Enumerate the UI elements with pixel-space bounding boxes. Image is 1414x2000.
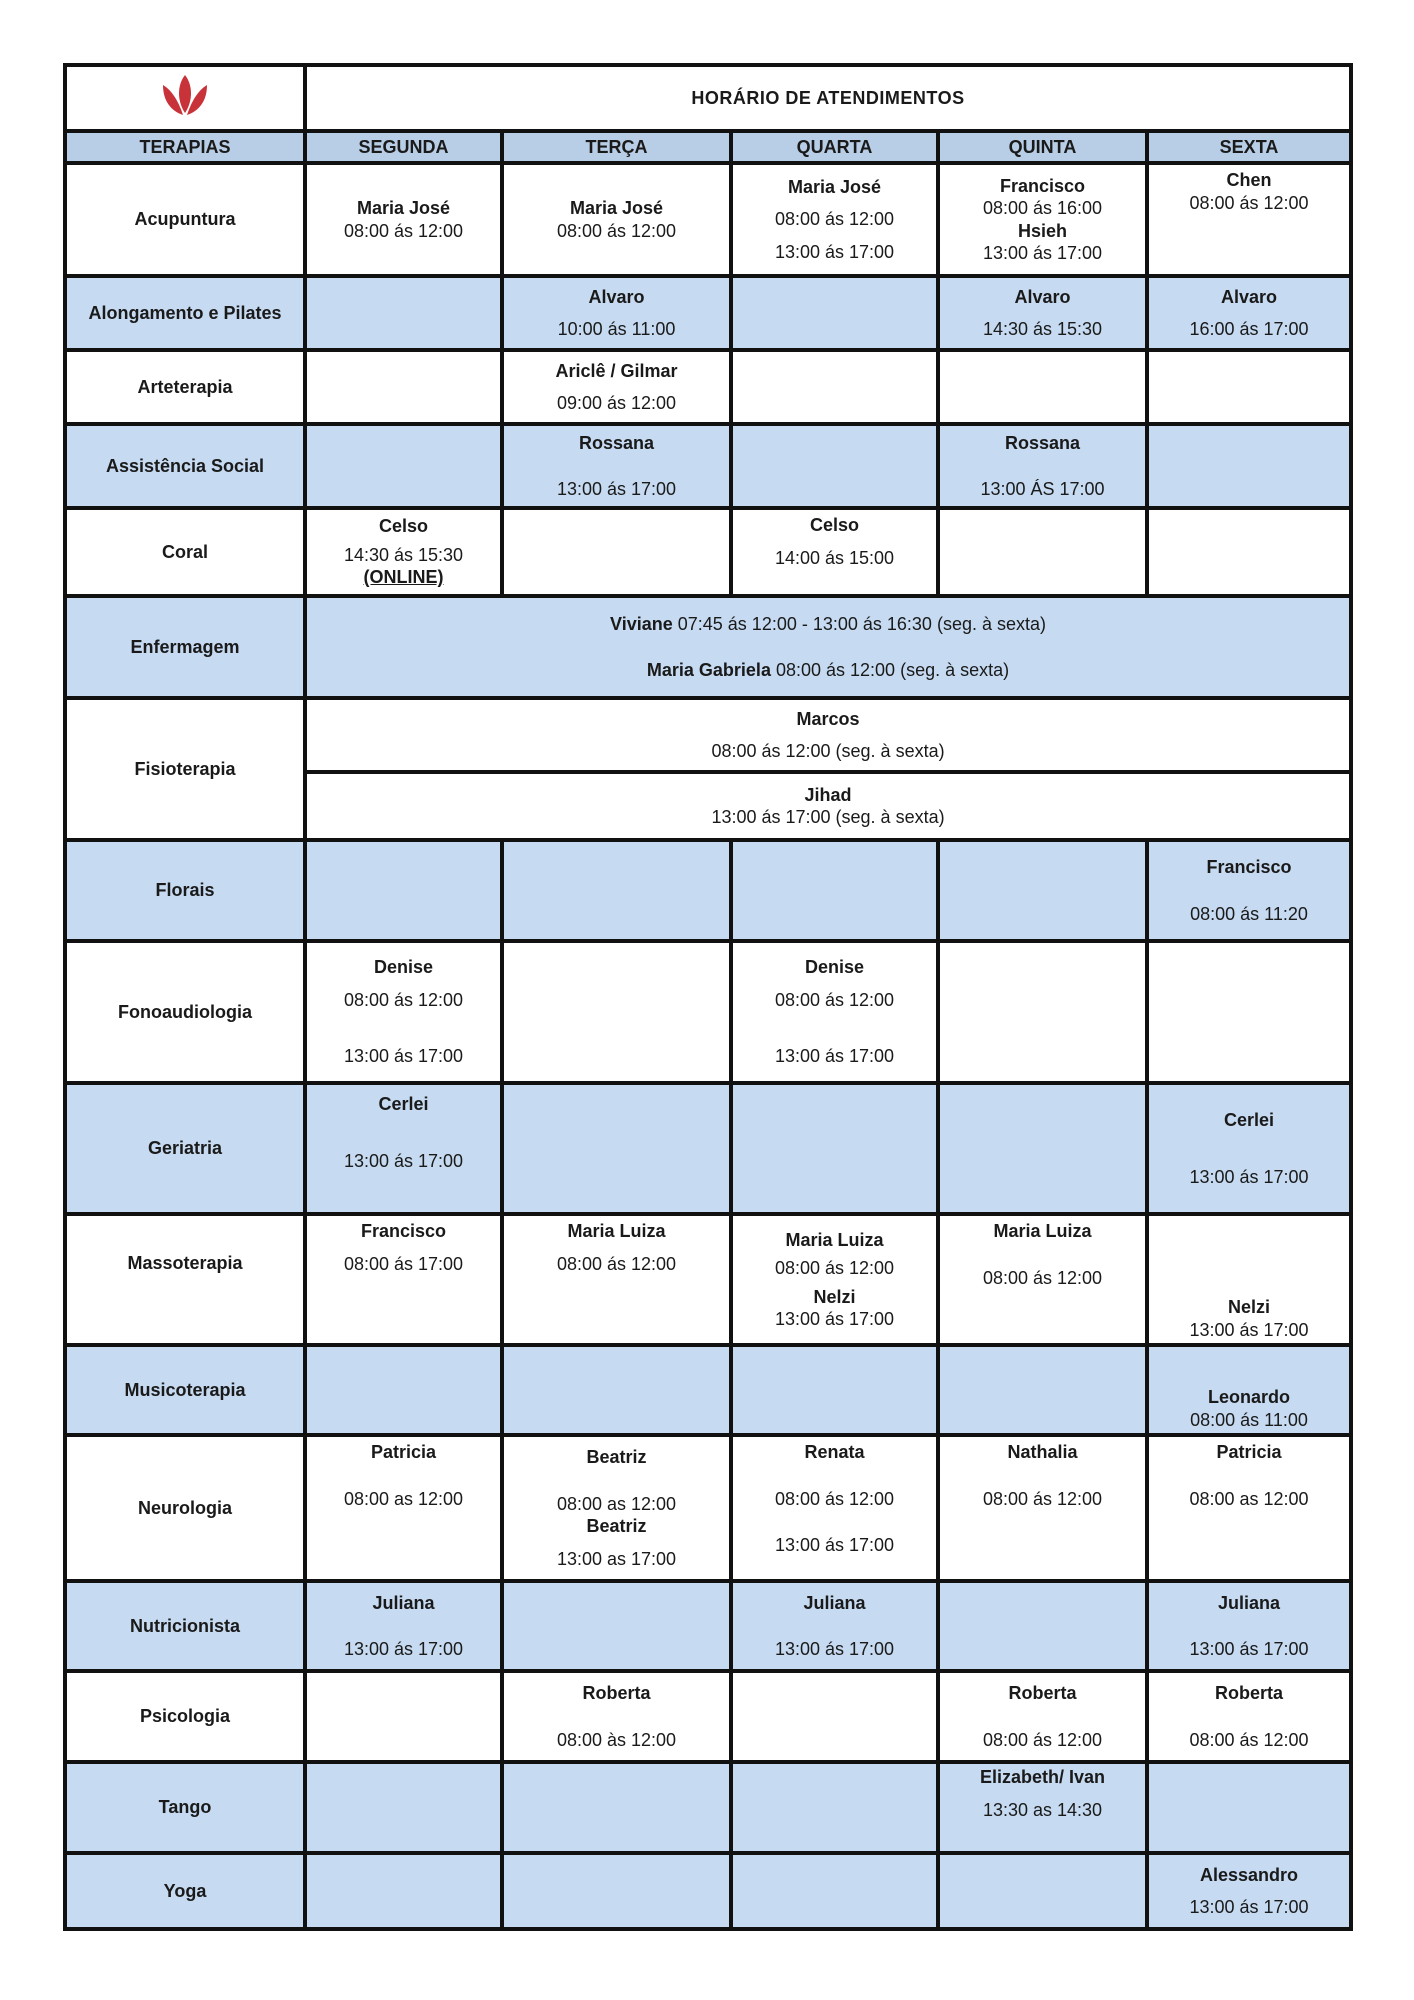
row-geriatria	[65, 1083, 1351, 1214]
shift-line	[311, 659, 1345, 682]
cell-massoterapia-quarta	[731, 1214, 938, 1345]
time-range: 08:00 ás 17:00	[343, 1253, 464, 1274]
cell-musicoterapia-quarta	[731, 1345, 938, 1435]
therapist-name: Maria Luiza	[993, 1221, 1092, 1241]
shift-line	[311, 613, 1345, 636]
col-header-quinta: QUINTA	[938, 131, 1147, 163]
cell-neurologia-sexta	[1147, 1435, 1351, 1581]
therapist-name: Maria Luiza	[785, 1229, 884, 1250]
row-tango	[65, 1762, 1351, 1853]
cell-acupuntura-quarta	[731, 163, 938, 276]
cell-fisioterapia-morning	[305, 698, 1351, 772]
time-range: 13:00 as 17:00	[556, 1548, 677, 1569]
row-arteterapia	[65, 350, 1351, 424]
cell-fono-quinta	[938, 941, 1147, 1083]
cell-assistencia-terca	[502, 424, 731, 508]
therapist-name: Maria José	[787, 176, 882, 197]
time-range: 13:00 ás 17:00	[343, 1046, 464, 1067]
therapy-label: Arteterapia	[65, 350, 305, 424]
cell-coral-terca	[502, 508, 731, 596]
cell-psicologia-segunda	[305, 1671, 502, 1762]
cell-florais-quinta	[938, 840, 1147, 941]
therapist-name: Francisco	[1206, 857, 1292, 877]
time-range: 08:00 ás 12:00	[556, 1253, 677, 1274]
row-alongamento-pilates	[65, 276, 1351, 350]
time-range: 13:00 ás 17:00	[774, 1309, 895, 1329]
schedule-table	[63, 63, 1353, 1931]
cell-neurologia-terca	[502, 1435, 731, 1581]
col-header-terapias: TERAPIAS	[65, 131, 305, 163]
row-coral	[65, 508, 1351, 596]
therapy-label: Geriatria	[65, 1083, 305, 1214]
therapy-label: Musicoterapia	[65, 1345, 305, 1435]
therapist-name: Beatriz	[586, 1516, 647, 1536]
cell-arteterapia-segunda	[305, 350, 502, 424]
logo-cell	[65, 65, 305, 131]
cell-yoga-sexta	[1147, 1853, 1351, 1929]
cell-florais-terca	[502, 840, 731, 941]
time-range: 13:00 ás 17:00	[343, 1639, 464, 1659]
cell-fisioterapia-afternoon	[305, 772, 1351, 840]
cell-nutricionista-segunda	[305, 1581, 502, 1671]
row-fonoaudiologia	[65, 941, 1351, 1083]
cell-tango-quarta	[731, 1762, 938, 1853]
cell-acupuntura-segunda	[305, 163, 502, 276]
therapy-label: Fonoaudiologia	[65, 941, 305, 1083]
time-range: 08:00 as 12:00	[556, 1493, 677, 1514]
time-range: 08:00 ás 12:00	[982, 1267, 1103, 1288]
time-range: 08:00 as 12:00	[343, 1488, 464, 1509]
time-range: 08:00 ás 11:00	[1190, 1409, 1308, 1430]
time-range: 09:00 ás 12:00	[556, 393, 677, 413]
therapy-label: Nutricionista	[65, 1581, 305, 1671]
cell-acupuntura-terca	[502, 163, 731, 276]
therapist-name: Celso	[378, 516, 429, 537]
cell-geriatria-quarta	[731, 1083, 938, 1214]
cell-coral-sexta	[1147, 508, 1351, 596]
row-florais	[65, 840, 1351, 941]
time-range: 13:00 ás 17:00	[774, 241, 895, 262]
cell-geriatria-quinta	[938, 1083, 1147, 1214]
therapist-name: Juliana	[803, 1592, 866, 1613]
time-range: 08:00 ás 12:00 (seg. à sexta)	[775, 660, 1010, 680]
time-range: 13:30 as 14:30	[982, 1799, 1103, 1820]
time-range: 08:00 às 12:00	[556, 1729, 677, 1750]
cell-enfermagem-week	[305, 596, 1351, 698]
col-header-segunda: SEGUNDA	[305, 131, 502, 163]
time-range: 08:00 ás 12:00	[774, 989, 895, 1010]
therapist-name: Roberta	[1008, 1683, 1077, 1703]
cell-tango-sexta	[1147, 1762, 1351, 1853]
time-range: 08:00 as 12:00	[1189, 1488, 1309, 1509]
cell-tango-terca	[502, 1762, 731, 1853]
time-range: 13:00 ás 17:00	[774, 1535, 895, 1555]
therapist-name: Denise	[373, 957, 434, 978]
cell-assistencia-quarta	[731, 424, 938, 508]
therapist-name: Hsieh	[1017, 220, 1068, 241]
cell-arteterapia-quinta	[938, 350, 1147, 424]
cell-massoterapia-terca	[502, 1214, 731, 1345]
cell-assistencia-sexta	[1147, 424, 1351, 508]
time-range: 16:00 ás 17:00	[1189, 319, 1309, 339]
therapist-name: Maria Luiza	[567, 1221, 666, 1241]
cell-florais-sexta	[1147, 840, 1351, 941]
row-acupuntura	[65, 163, 1351, 276]
therapy-label: Florais	[65, 840, 305, 941]
therapist-name: Maria Gabriela	[646, 660, 771, 680]
therapist-name: Rossana	[1004, 432, 1081, 453]
therapist-name: Cerlei	[1224, 1110, 1275, 1130]
time-range: 13:00 ás 17:00	[982, 243, 1103, 263]
row-musicoterapia	[65, 1345, 1351, 1435]
cell-arteterapia-sexta	[1147, 350, 1351, 424]
cell-musicoterapia-segunda	[305, 1345, 502, 1435]
time-range: 08:00 ás 12:00	[774, 209, 895, 230]
cell-fono-quarta	[731, 941, 938, 1083]
cell-musicoterapia-sexta	[1147, 1345, 1351, 1435]
therapy-label: Enfermagem	[65, 596, 305, 698]
time-range: 08:00 ás 12:00	[982, 1488, 1103, 1509]
time-range: 07:45 ás 12:00 - 13:00 ás 16:30 (seg. à sexta)	[677, 613, 1046, 634]
therapist-name: Alvaro	[588, 286, 645, 307]
therapist-name: Maria José	[356, 198, 451, 218]
therapist-name: Maria José	[569, 198, 664, 218]
therapist-name: Patricia	[1216, 1442, 1282, 1462]
cell-fono-sexta	[1147, 941, 1351, 1083]
time-range: 08:00 ás 16:00	[982, 198, 1103, 218]
time-range: 08:00 ás 12:00	[774, 1258, 895, 1278]
cell-neurologia-quarta	[731, 1435, 938, 1581]
cell-neurologia-segunda	[305, 1435, 502, 1581]
time-range: 08:00 ás 12:00	[343, 989, 464, 1010]
therapist-name: Celso	[809, 515, 860, 535]
cell-florais-quarta	[731, 840, 938, 941]
cell-fono-terca	[502, 941, 731, 1083]
cell-arteterapia-terca	[502, 350, 731, 424]
cell-nutricionista-quinta	[938, 1581, 1147, 1671]
col-header-sexta: SEXTA	[1147, 131, 1351, 163]
cell-coral-quinta	[938, 508, 1147, 596]
therapy-label: Fisioterapia	[65, 698, 305, 840]
therapy-label: Psicologia	[65, 1671, 305, 1762]
row-massoterapia	[65, 1214, 1351, 1345]
time-range: 13:00 ás 17:00	[1189, 1166, 1309, 1187]
cell-coral-quarta	[731, 508, 938, 596]
therapy-label: Tango	[65, 1762, 305, 1853]
therapist-name: Beatriz	[586, 1447, 647, 1467]
time-range: 13:00 ás 17:00	[774, 1639, 895, 1659]
cell-acupuntura-quinta	[938, 163, 1147, 276]
time-range: 08:00 ás 11:20	[1190, 903, 1308, 924]
online-note: (ONLINE)	[363, 567, 444, 588]
therapist-name: Rossana	[578, 432, 655, 453]
row-neurologia	[65, 1435, 1351, 1581]
time-range: 14:00 ás 15:00	[774, 547, 895, 568]
therapist-name: Francisco	[360, 1221, 447, 1241]
lotus-flower-icon	[157, 71, 213, 119]
time-range: 13:00 ás 17:00	[343, 1150, 464, 1171]
time-range: 14:30 ás 15:30	[343, 544, 464, 565]
therapist-name: Nathalia	[1007, 1442, 1078, 1462]
cell-assistencia-quinta	[938, 424, 1147, 508]
col-header-quarta: QUARTA	[731, 131, 938, 163]
cell-alongamento-segunda	[305, 276, 502, 350]
time-range: 13:00 ás 17:00	[556, 479, 677, 499]
row-yoga	[65, 1853, 1351, 1929]
time-range: 08:00 ás 12:00	[343, 220, 464, 241]
time-range: 08:00 ás 12:00	[774, 1488, 895, 1509]
therapy-label: Neurologia	[65, 1435, 305, 1581]
therapist-name: Leonardo	[1208, 1387, 1291, 1407]
cell-nutricionista-quarta	[731, 1581, 938, 1671]
time-range: 08:00 ás 12:00	[982, 1729, 1103, 1750]
cell-tango-segunda	[305, 1762, 502, 1853]
time-range: 08:00 ás 12:00	[1189, 192, 1309, 213]
row-nutricionista	[65, 1581, 1351, 1671]
therapist-name: Renata	[804, 1442, 865, 1462]
row-psicologia	[65, 1671, 1351, 1762]
therapist-name: Juliana	[1218, 1592, 1281, 1613]
cell-psicologia-quarta	[731, 1671, 938, 1762]
cell-acupuntura-sexta	[1147, 163, 1351, 276]
therapist-name: Ariclê / Gilmar	[555, 360, 678, 381]
time-range: 13:00 ás 17:00	[1189, 1897, 1309, 1917]
therapist-name: Alessandro	[1199, 1864, 1299, 1885]
cell-yoga-segunda	[305, 1853, 502, 1929]
cell-geriatria-terca	[502, 1083, 731, 1214]
cell-nutricionista-terca	[502, 1581, 731, 1671]
therapy-label: Acupuntura	[65, 163, 305, 276]
therapy-label: Massoterapia	[65, 1214, 305, 1345]
cell-alongamento-sexta	[1147, 276, 1351, 350]
cell-massoterapia-quinta	[938, 1214, 1147, 1345]
time-range: 13:00 ás 17:00	[1189, 1319, 1309, 1340]
therapist-name: Alvaro	[1014, 286, 1071, 307]
time-range: 08:00 ás 12:00	[1189, 1729, 1309, 1750]
time-range: 13:00 ÁS 17:00	[980, 479, 1105, 499]
therapist-name: Roberta	[1215, 1683, 1284, 1703]
therapist-name: Denise	[804, 957, 865, 978]
cell-psicologia-quinta	[938, 1671, 1147, 1762]
col-header-terca: TERÇA	[502, 131, 731, 163]
therapist-name: Cerlei	[378, 1094, 429, 1114]
row-fisioterapia	[65, 698, 1351, 772]
therapist-name: Chen	[1226, 170, 1272, 190]
time-range: 13:00 ás 17:00	[1189, 1639, 1309, 1659]
therapist-name: Patricia	[370, 1442, 437, 1462]
cell-nutricionista-sexta	[1147, 1581, 1351, 1671]
cell-coral-segunda	[305, 508, 502, 596]
cell-massoterapia-segunda	[305, 1214, 502, 1345]
time-range: 10:00 ás 11:00	[557, 319, 676, 339]
cell-musicoterapia-quinta	[938, 1345, 1147, 1435]
therapist-name: Viviane	[610, 613, 673, 634]
therapist-name: Juliana	[372, 1592, 435, 1613]
page-title: HORÁRIO DE ATENDIMENTOS	[305, 65, 1351, 131]
row-assistencia-social	[65, 424, 1351, 508]
cell-geriatria-segunda	[305, 1083, 502, 1214]
therapy-label: Assistência Social	[65, 424, 305, 508]
cell-tango-quinta	[938, 1762, 1147, 1853]
cell-assistencia-segunda	[305, 424, 502, 508]
time-range: 13:00 ás 17:00 (seg. à sexta)	[711, 807, 945, 827]
therapist-name: Jihad	[804, 784, 852, 805]
cell-yoga-quinta	[938, 1853, 1147, 1929]
therapist-name: Nelzi	[813, 1286, 856, 1307]
therapist-name: Elizabeth/ Ivan	[979, 1767, 1106, 1787]
cell-alongamento-terca	[502, 276, 731, 350]
cell-alongamento-quarta	[731, 276, 938, 350]
time-range: 08:00 ás 12:00 (seg. à sexta)	[711, 741, 945, 761]
time-range: 13:00 ás 17:00	[774, 1046, 895, 1067]
therapist-name: Marcos	[796, 708, 860, 729]
cell-florais-segunda	[305, 840, 502, 941]
therapist-name: Nelzi	[1228, 1297, 1271, 1317]
therapist-name: Francisco	[999, 175, 1086, 196]
row-enfermagem	[65, 596, 1351, 698]
therapy-label: Alongamento e Pilates	[65, 276, 305, 350]
cell-yoga-quarta	[731, 1853, 938, 1929]
cell-arteterapia-quarta	[731, 350, 938, 424]
cell-alongamento-quinta	[938, 276, 1147, 350]
cell-massoterapia-sexta	[1147, 1214, 1351, 1345]
cell-neurologia-quinta	[938, 1435, 1147, 1581]
time-range: 14:30 ás 15:30	[982, 319, 1103, 339]
therapy-label: Yoga	[65, 1853, 305, 1929]
time-range: 08:00 ás 12:00	[556, 220, 677, 241]
therapist-name: Roberta	[582, 1683, 651, 1703]
cell-yoga-terca	[502, 1853, 731, 1929]
therapist-name: Alvaro	[1221, 286, 1278, 307]
cell-psicologia-sexta	[1147, 1671, 1351, 1762]
cell-psicologia-terca	[502, 1671, 731, 1762]
cell-geriatria-sexta	[1147, 1083, 1351, 1214]
therapy-label: Coral	[65, 508, 305, 596]
cell-musicoterapia-terca	[502, 1345, 731, 1435]
cell-fono-segunda	[305, 941, 502, 1083]
